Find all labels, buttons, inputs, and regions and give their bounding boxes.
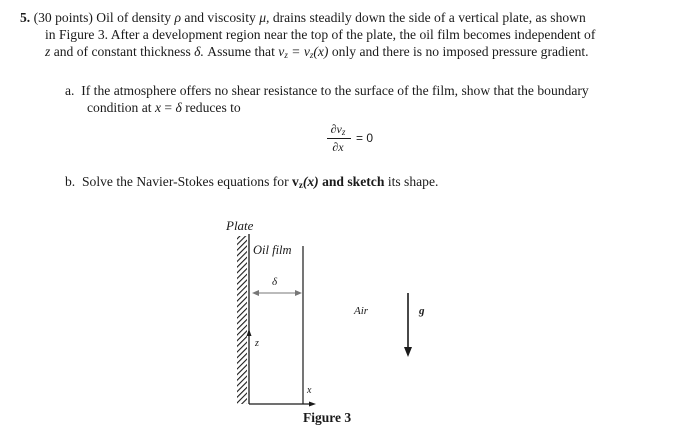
problem-text: Oil of density <box>96 10 172 25</box>
part-a-label: a. <box>65 83 75 98</box>
part-b-text: its shape. <box>387 174 439 189</box>
vz-arg: (x) <box>302 174 319 189</box>
delta-label: δ <box>272 276 278 288</box>
gravity-arrowhead <box>404 347 412 357</box>
equals-sign: = <box>164 100 173 115</box>
delta-arrowhead-right <box>295 290 302 296</box>
z-symbol: z <box>45 44 51 59</box>
vz-subscript: z <box>309 50 314 60</box>
part-b-label: b. <box>65 174 76 189</box>
x-axis-label: x <box>307 385 312 396</box>
plate-hatch <box>237 236 247 404</box>
vz-arg: (x) <box>313 44 329 59</box>
equation-rhs: = 0 <box>356 131 374 145</box>
problem-text: and of constant thickness <box>53 44 191 59</box>
figure-caption: Figure 3 <box>303 410 352 425</box>
oil-film-label: Oil film <box>253 243 292 257</box>
partial-x: ∂x <box>332 140 344 154</box>
x-axis-arrowhead <box>309 402 316 407</box>
part-a-text: If the atmosphere offers no shear resistance to the surface of the film, show that the boundary <box>81 83 589 98</box>
problem-text: and viscosity <box>184 10 256 25</box>
problem-number: 5. <box>20 10 31 25</box>
vz-symbol: = v <box>291 44 310 59</box>
delta-arrowhead-left <box>252 290 259 296</box>
delta-symbol: δ. <box>194 44 204 59</box>
plate-label: Plate <box>226 218 254 233</box>
part-a-text: reduces to <box>185 100 241 115</box>
x-symbol: x <box>154 100 162 115</box>
mu-symbol: μ, <box>259 10 270 25</box>
part-b-bold-text: and sketch <box>322 174 385 189</box>
partial-vz: ∂v <box>330 122 342 136</box>
z-axis-label: z <box>255 338 259 349</box>
problem-text: only and there is no imposed pressure gradient. <box>331 44 589 59</box>
vz-subscript: z <box>298 180 303 190</box>
rho-symbol: ρ <box>174 10 181 25</box>
air-label: Air <box>354 305 369 317</box>
vz-symbol: v <box>292 174 299 189</box>
problem-points: (30 points) <box>33 10 93 25</box>
vz-subscript: z <box>284 50 288 60</box>
part-a-text: condition at <box>87 100 152 115</box>
problem-text: drains steadily down the side of a vertical plate, as shown <box>272 10 586 25</box>
partial-vz-subscript: z <box>341 127 346 137</box>
vz-symbol: v <box>278 44 285 59</box>
part-b-text: Solve the Navier-Stokes equations for <box>82 174 289 189</box>
problem-text: Assume that <box>207 44 275 59</box>
gravity-label: g <box>419 305 425 317</box>
problem-text: in Figure 3. After a development region near the top of the plate, the oil film becomes independent of <box>45 27 596 42</box>
z-axis-arrowhead <box>247 329 252 336</box>
delta-symbol: δ <box>175 100 182 115</box>
